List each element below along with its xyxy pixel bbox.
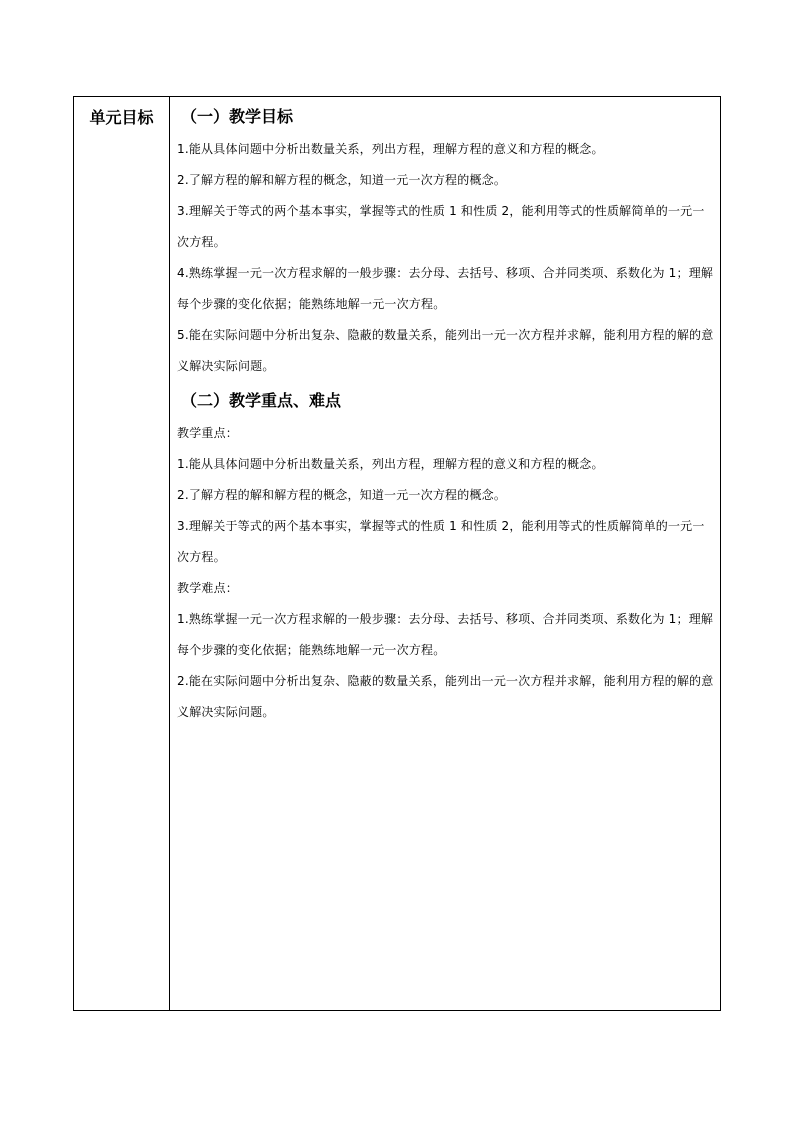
goal-item: 3.理解关于等式的两个基本事实，掌握等式的性质 1 和性质 2，能利用等式的性质解简单的一元一次方程。 <box>177 204 705 249</box>
key-point-item: 3.理解关于等式的两个基本事实，掌握等式的性质 1 和性质 2，能利用等式的性质解简单的一元一次方程。 <box>177 519 705 564</box>
row-label: 单元目标 <box>89 108 154 127</box>
goal-item: 5.能在实际问题中分析出复杂、隐蔽的数量关系，能列出一元一次方程并求解，能利用方程的解的意义解决实际问题。 <box>177 328 714 373</box>
key-point-item: 2.了解方程的解和解方程的概念，知道一元一次方程的概念。 <box>177 488 507 502</box>
goal-item: 1.能从具体问题中分析出数量关系，列出方程，理解方程的意义和方程的概念。 <box>177 142 604 156</box>
section-heading-key-difficult-points: （二）教学重点、难点 <box>181 391 342 410</box>
key-point-item: 1.能从具体问题中分析出数量关系，列出方程，理解方程的意义和方程的概念。 <box>177 457 604 471</box>
goal-item: 4.熟练掌握一元一次方程求解的一般步骤：去分母、去括号、移项、合并同类项、系数化为 1；理解每个步骤的变化依据；能熟练地解一元一次方程。 <box>177 266 714 311</box>
difficult-point-item: 2.能在实际问题中分析出复杂、隐蔽的数量关系，能列出一元一次方程并求解，能利用方程的解的意义解决实际问题。 <box>177 674 714 719</box>
unit-goals-table <box>73 96 721 1011</box>
content-cell <box>170 97 720 1010</box>
key-points-label: 教学重点： <box>177 426 239 440</box>
row-label-cell <box>74 97 170 1010</box>
difficult-points-label: 教学难点： <box>177 581 239 595</box>
difficult-point-item: 1.熟练掌握一元一次方程求解的一般步骤：去分母、去括号、移项、合并同类项、系数化为 1；理解每个步骤的变化依据；能熟练地解一元一次方程。 <box>177 612 714 657</box>
section-heading-teaching-goals: （一）教学目标 <box>181 107 294 126</box>
goal-item: 2.了解方程的解和解方程的概念，知道一元一次方程的概念。 <box>177 173 507 187</box>
